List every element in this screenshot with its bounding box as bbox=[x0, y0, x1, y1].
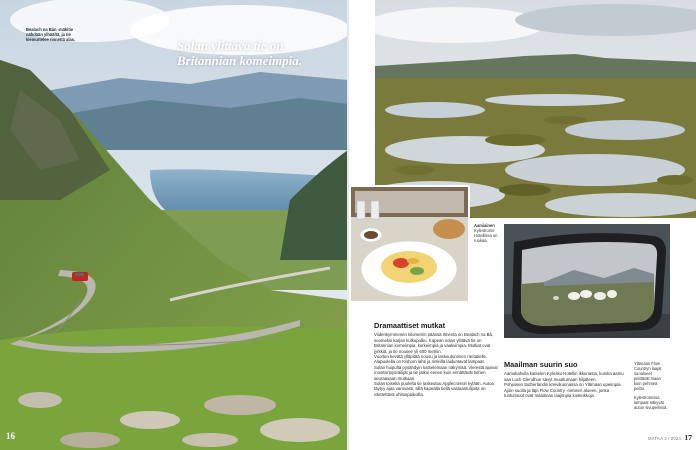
section-heading-largest-bog: Maailman suurin suo bbox=[504, 360, 578, 369]
article-column-1 bbox=[374, 322, 499, 397]
article-paragraph: Vuorten kevätä ylläpitää nousu ja laskeutuminen rantatielle. Alapuolella on Kishorn lahti ja rinteillä laiduntavat lampaat. bbox=[374, 354, 488, 365]
magazine-issue-label: MATKA 3 / 2024 bbox=[648, 436, 681, 441]
article-paragraph: Solan toiselta puolelta tie laskeutuu Applecrossin kylään. Autoa täytyy ajaa varovasti, sillä kapealla tiellä vastaantulijoita on väistettävä ohituspaikoilla. bbox=[374, 381, 494, 397]
side-mirror-sheep-photo bbox=[504, 224, 670, 338]
breakfast-caption-text: Kylestrome Hotellissa on ruokaa. bbox=[474, 228, 498, 243]
right-page-number: 17 bbox=[684, 433, 693, 442]
breakfast-caption bbox=[474, 223, 502, 243]
pull-quote: Solan ylittävä tie on Britannian komeimpia. bbox=[177, 38, 302, 68]
article-paragraph: Solan huipulta pysähdyin katselemaan näkymää. Vierestä ajoivat moottoripyöräilijät ja tie jatkui ennen kuin ennättävät tiehen seuraavaan mutkaan. bbox=[374, 364, 498, 381]
right-photo-captions bbox=[634, 361, 668, 414]
bog-photo-caption: Ylämaan Flow Countryn laajat suoalueet peittävät maan kuin pehmeä peitto. bbox=[634, 361, 662, 391]
article-column-2 bbox=[504, 361, 629, 398]
article-paragraph: Aamukahvila katselen Kylesku Hotellin ikkunasta, kuinka aamu saa Loch Glendhun sävyt muuttumaan hiljalleen. bbox=[504, 371, 624, 382]
left-page-number: 16 bbox=[6, 431, 15, 441]
article-paragraph: Pohjoisen Sutherlandin kreivikunnassa on Ylämaan upeimpia. Ajoin suolla ja läpi Flow Country -nimisen alueen, jonka tunturisuot ovat maailman laajimpia kosteikkoja. bbox=[504, 382, 622, 399]
breakfast-caption-title: Aamiainen bbox=[474, 223, 495, 228]
left-photo-caption: Bealach na Bàn -mäkitie nähdään ylhäältä, ja tie kiemurtelee rinnettä alas. bbox=[26, 27, 76, 42]
breakfast-plate-photo bbox=[349, 185, 470, 303]
article-paragraph: Viidenkymmenen kilometrin päässä Ilmenta on Bealach na Bà, suomeksi karjan kulkupolku. Kapean solan ylittävä tie on Britannian komeimpia, korkeimpia ja vaativimpia. Mutkat ovat jyrkkiä, ja tie nousee yli 600 metriin. bbox=[374, 332, 494, 354]
section-heading-dramatic-bends: Dramaattiset mutkat bbox=[374, 321, 446, 330]
mirror-photo-caption: Kylestromissa lampaat näkyvät auton sivupeilissä. bbox=[634, 395, 668, 410]
right-folio bbox=[648, 433, 692, 442]
